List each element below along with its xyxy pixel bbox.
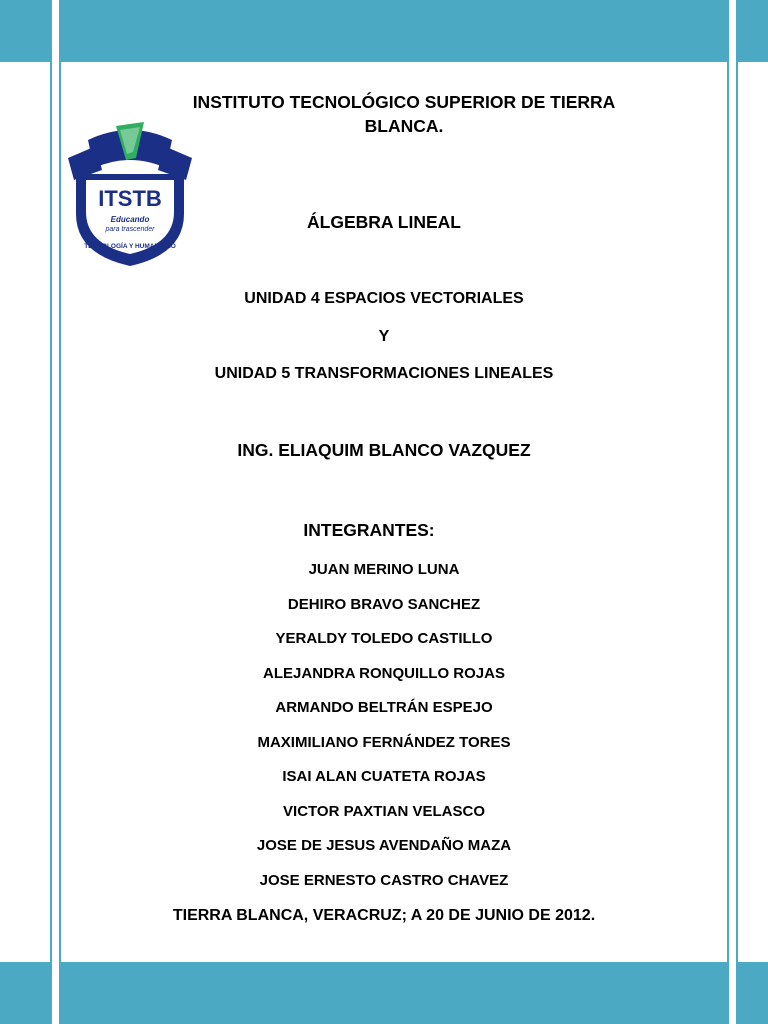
frame-line-left-outer <box>50 0 52 1024</box>
members-heading: INTEGRANTES: <box>303 520 435 540</box>
bottom-band-right <box>738 962 768 1024</box>
teacher-name: ING. ELIAQUIM BLANCO VAZQUEZ <box>237 440 531 460</box>
logo-slogan-1: Educando <box>110 215 150 224</box>
frame-line-left-inner <box>59 0 61 1024</box>
member-name: JUAN MERINO LUNA <box>308 561 460 578</box>
bottom-band-left <box>0 962 50 1024</box>
member-name: VICTOR PAXTIAN VELASCO <box>283 802 485 820</box>
place-date: TIERRA BLANCA, VERACRUZ; A 20 DE JUNIO DE 2012. <box>172 907 596 924</box>
subject-title: ÁLGEBRA LINEAL <box>307 212 461 232</box>
member-name: DEHIRO BRAVO SANCHEZ <box>287 595 481 613</box>
unit-4-title: UNIDAD 4 ESPACIOS VECTORIALES <box>244 290 524 307</box>
top-band-center <box>61 0 727 62</box>
institution-title: INSTITUTO TECNOLÓGICO SUPERIOR DE TIERRA <box>192 92 616 112</box>
itstb-logo <box>66 118 194 268</box>
top-band-right <box>738 0 768 62</box>
institution-title-line2: BLANCA. <box>364 116 444 136</box>
member-name: ISAI ALAN CUATETA ROJAS <box>282 768 486 785</box>
member-name: ARMANDO BELTRÁN ESPEJO <box>275 699 493 716</box>
member-name: JOSE ERNESTO CASTRO CHAVEZ <box>259 871 509 889</box>
logo-acronym: ITSTB <box>98 186 162 211</box>
logo-slogan-2: para trascender <box>105 226 155 233</box>
frame-line-right-inner <box>727 0 729 1024</box>
member-name: YERALDY TOLEDO CASTILLO <box>275 630 493 647</box>
member-name: MAXIMILIANO FERNÁNDEZ TORES <box>257 733 511 751</box>
member-name: ALEJANDRA RONQUILLO ROJAS <box>263 664 505 682</box>
logo-ring-text: TECNOLOGÍA Y HUMANISMO <box>84 243 176 250</box>
top-band-left <box>0 0 50 62</box>
member-name: JOSE DE JESUS AVENDAÑO MAZA <box>256 837 512 854</box>
unit-5-title: UNIDAD 5 TRANSFORMACIONES LINEALES <box>214 365 554 382</box>
bottom-band-center <box>61 962 727 1024</box>
frame-line-right-outer <box>736 0 738 1024</box>
unit-conjunction: Y <box>378 328 390 345</box>
